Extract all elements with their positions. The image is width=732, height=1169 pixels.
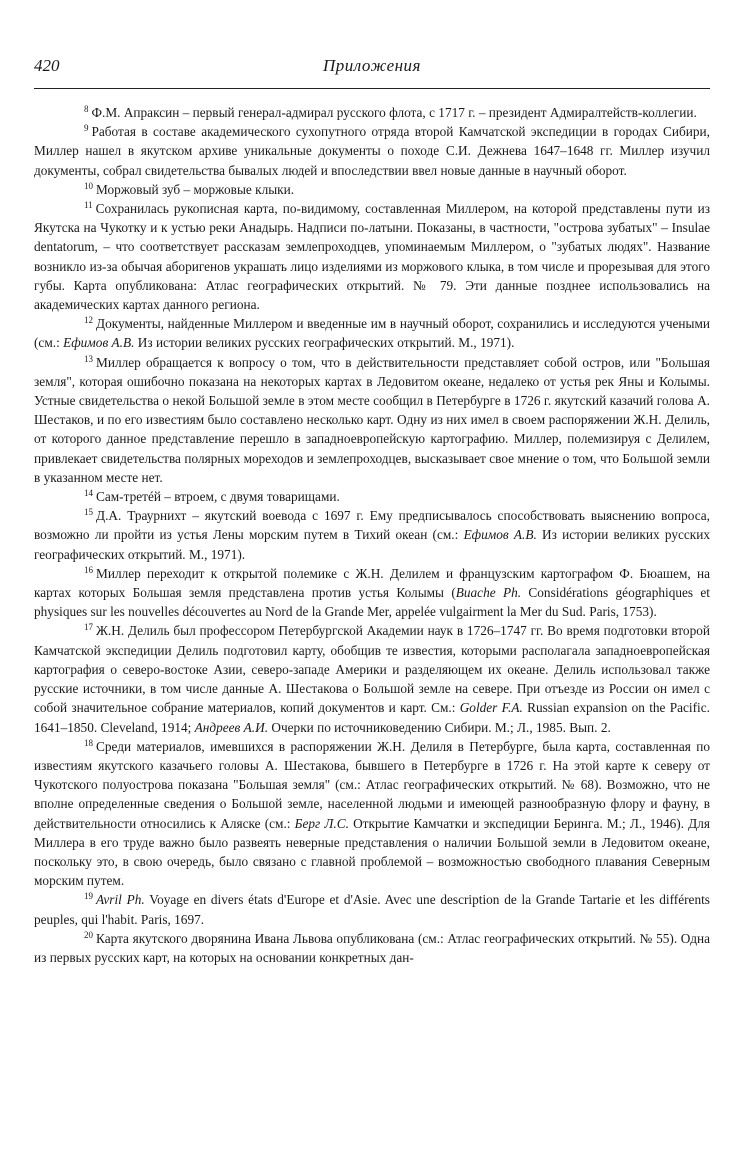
footnote-number: 20 xyxy=(84,929,93,940)
footnote-text: Ж.Н. Делиль был профессором Петербургской Академии наук в 1726–1747 гг. Во время подготовки второй Камчатской экспедиции Делиль подготовил карту, обобщив те известия, которыми располагала западноевропейская картография о северо-востоке Азии, северо-западе Америки и разделяющем их океане. Делиль использовал также русские источники, в том числе данные А. Шестакова о Большой земле на севере. При отъезде из России он имел с собой значительное собрание материалов, копий документов и карт. См.: xyxy=(34,623,710,716)
footnote-text: Considérations géographiques et physiques sur les nouvelles découvertes au Nord de la Grande Mer, appelée vulgairment la Mer du Sud. Paris, 1753). xyxy=(34,585,710,620)
footnote-text: Из истории великих русских географических открытий. М., 1971). xyxy=(134,335,515,351)
footnote-10 xyxy=(34,180,710,199)
footnote-text: Russian expansion on the Pacific. 1641–1850. Cleveland, 1914; xyxy=(34,700,710,735)
footnote-text: Карта якутского дворянина Ивана Львова опубликована (см.: Атлас географических открытий. № 55). Одна из первых русских карт, на которых на основании конкретных дан- xyxy=(34,930,710,965)
header-rule xyxy=(34,88,710,89)
footnote-11 xyxy=(34,199,710,314)
footnote-15 xyxy=(34,506,710,564)
footnote-text: Миллер обращается к вопросу о том, что в действительности представляет собой остров, или "Большая земля", которая ошибочно показана на некоторых картах в Ледовитом океане, недалеко от устья рек Яны и Колымы. Устные свидетельства о некой Большой земле в этом месте сообщил в Петербурге в 1726 г. якутский казачий голова А. Шестаков, и по его известиям было составлено несколько карт. Одну из них имел в своем распоряжении Ж.Н. Делиль, от которого данное представление перешло в западноевропейскую картографию. Миллер, полемизируя с Делилем, привлекает свидетельства полярных мореходов и землепроходцев, высказывает свое мнение о том, что Большой земли в указанном месте нет. xyxy=(34,354,710,485)
footnote-text: Миллер переходит к открытой полемике с Ж.Н. Делилем и французским картографом Ф. Бюашем, на картах которых Большая земля представлена против устья Колымы ( xyxy=(34,565,710,601)
footnote-17 xyxy=(34,621,710,736)
footnote-9 xyxy=(34,122,710,180)
footnote-number: 13 xyxy=(84,353,93,364)
footnote-number: 11 xyxy=(84,200,93,211)
footnote-text: Ф.М. Апраксин – первый генерал-адмирал русского флота, с 1717 г. – президент Адмиралтейств-коллегии. xyxy=(91,105,697,120)
footnote-text: Среди материалов, имевшихся в распоряжении Ж.Н. Делиля в Петербурге, была карта, составленная по известиям якутского казачьего головы А. Шестакова, бывшего в Петербурге в 1726 г. На этой карте к северу от Чукотского полуострова показана "Большая земля" (см.: Атлас географических открытий. № 68). Возможно, что не вполне определенные сведения о Большой земле, населенной людьми и имеющей разнообразную флору и фауну, в действительности относились к Аляске (см.: xyxy=(34,738,710,831)
citation-author: Андреев А.И. xyxy=(194,719,269,735)
footnotes-list xyxy=(34,103,710,967)
footnote-number: 19 xyxy=(84,891,93,902)
citation-author: Buache Ph. xyxy=(455,585,522,601)
footnote-text: Работая в составе академического сухопутного отряда второй Камчатской экспедиции в городах Сибири, Миллер нашел в якутском архиве уникальные документы о походе С.И. Дежнева 1647–1648 гг. Миллер изучил документы, собрал свидетельства бывалых людей и впоследствии ввел новые данные в научный оборот. xyxy=(34,124,710,178)
footnote-text: Моржовый зуб – моржовые клыки. xyxy=(96,181,295,197)
footnote-text: Voyage en divers états d'Europe et d'Asie. Avec une description de la Grande Tartarie et les différents peuples, qui l'habit. Paris, 1697. xyxy=(34,892,710,927)
footnote-text: Документы, найденные Миллером и введенные им в научный оборот, сохранились и исследуются учеными (см.: xyxy=(34,316,710,351)
footnote-8 xyxy=(34,103,710,122)
footnote-13 xyxy=(34,353,710,487)
page-header xyxy=(34,56,710,82)
footnote-text: Сохранилась рукописная карта, по-видимому, составленная Миллером, на которой представлены пути из Якутска на Чукотку и к устью реки Анадырь. Надписи по-латыни. Показаны, в частности, "острова зубатых" – Insulae dentatorum, – что соответствует рассказам землепроходцев, упоминаемым Миллером, о "зубатых людях". Название возникло из-за обычая аборигенов украшать лицо изделиями из моржового клыка, в том числе и прорезывая для этого губы. Карта опубликована: Атлас географических открытий. № 79. Эти данные позднее использовались на академических картах данного региона. xyxy=(34,201,710,313)
footnote-number: 9 xyxy=(84,123,89,134)
footnote-20 xyxy=(34,929,710,967)
citation-author: Берг Л.С. xyxy=(294,815,349,831)
running-title: Приложения xyxy=(323,56,421,75)
citation-author: Ефимов А.В. xyxy=(463,527,537,543)
footnote-text: Из истории великих русских географических открытий. М., 1971). xyxy=(34,527,711,562)
footnote-text: Очерки по источниковедению Сибири. М.; Л., 1985. Вып. 2. xyxy=(268,719,611,735)
footnote-text: Сам-третéй – втроем, с двумя товарищами. xyxy=(96,489,340,505)
footnote-18 xyxy=(34,737,710,891)
citation-author: Golder F.A. xyxy=(459,700,523,716)
page-number: 420 xyxy=(34,56,60,75)
footnote-number: 8 xyxy=(84,104,89,114)
footnote-19 xyxy=(34,890,710,928)
footnote-12 xyxy=(34,314,710,352)
footnote-text: Д.А. Траурнихт – якутский воевода с 1697 г. Ему предписывалось способствовать выяснению вопроса, возможно ли пройти из устья Лены морским путем в Тихий океан (см.: xyxy=(34,508,710,543)
footnote-number: 16 xyxy=(84,564,93,575)
footnote-number: 15 xyxy=(84,507,93,518)
footnote-14 xyxy=(34,487,710,506)
footnote-number: 17 xyxy=(84,622,93,633)
citation-author: Avril Ph. xyxy=(96,892,145,908)
citation-author: Ефимов А.В. xyxy=(63,335,135,351)
footnote-number: 12 xyxy=(84,315,93,326)
footnote-16 xyxy=(34,564,710,622)
footnote-number: 10 xyxy=(84,180,93,191)
footnote-text: Открытие Камчатки и экспедиции Беринга. М.; Л., 1946). Для Миллера в его труде важно было развеять неверные представления о наличии Большой земли в Ледовитом океане, поскольку это, в свою очередь, было связано с главной проблемой – возможностью свободного плавания Северным морским путем. xyxy=(34,815,710,889)
footnote-number: 18 xyxy=(84,737,93,748)
footnote-number: 14 xyxy=(84,488,93,499)
